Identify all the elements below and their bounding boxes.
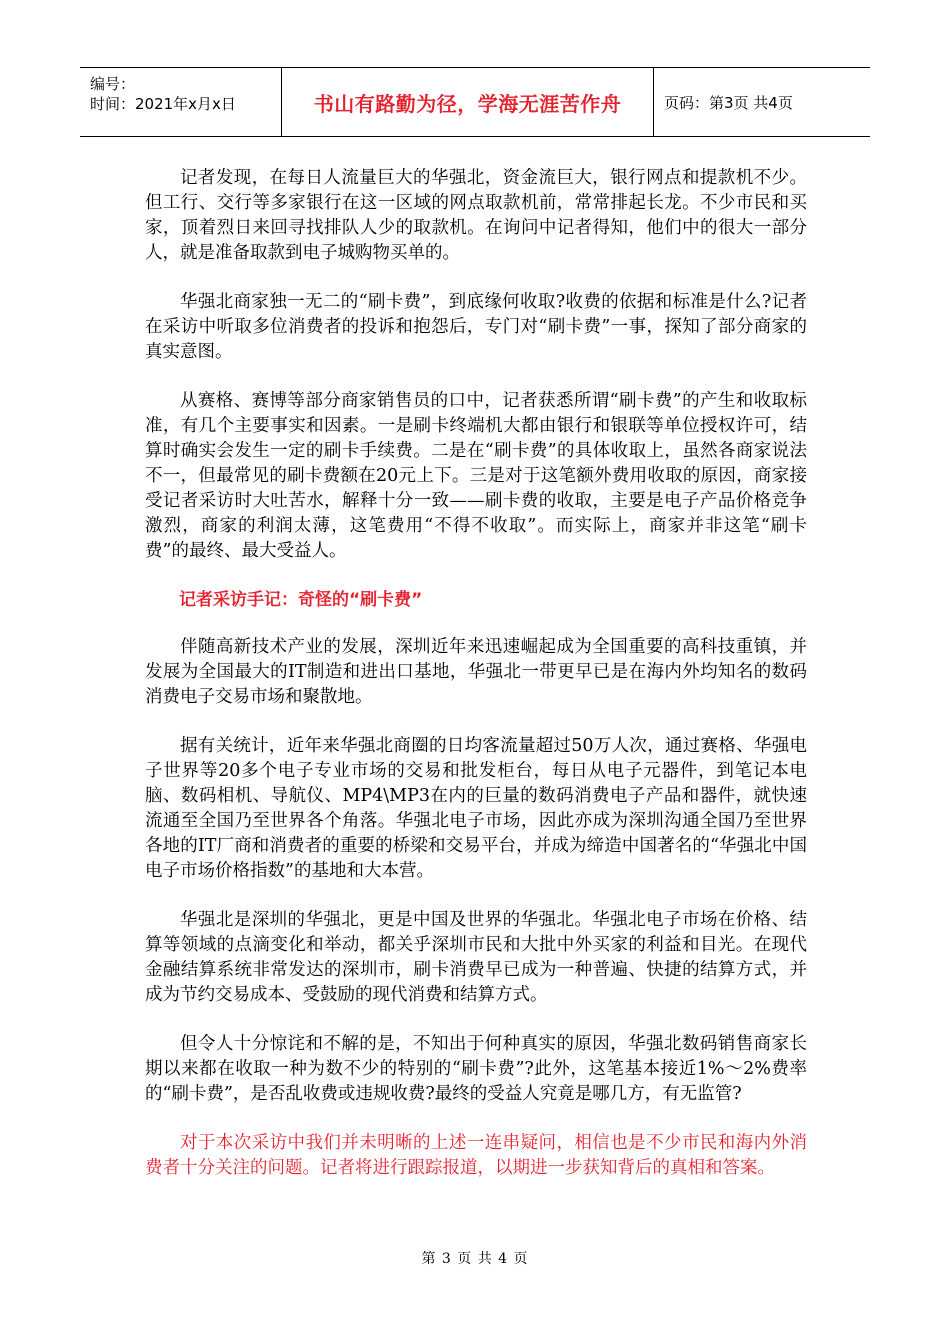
closing-paragraph: 对于本次采访中我们并未明晰的上述一连串疑问，相信也是不少市民和海内外消费者十分关注的问题。记者将进行跟踪报道，以期进一步获知背后的真相和答案。 (145, 1133, 807, 1178)
document-date-label: 时间：2021年x月x日 (90, 95, 236, 113)
paragraph: 但令人十分惊诧和不解的是，不知出于何种真实的原因，华强北数码销售商家长期以来都在收取一种为数不少的特别的“刷卡费”?此外，这笔基本接近1%～2%费率的“刷卡费”，是否乱收费或违规收费?最终的受益人究竟是哪几方，有无监管? (145, 1034, 807, 1104)
section-heading: 记者采访手记：奇怪的“刷卡费” (179, 590, 423, 610)
header-slogan: 书山有路勤为径，学海无涯苦作舟 (282, 68, 654, 136)
paragraph: 伴随高新技术产业的发展，深圳近年来迅速崛起成为全国重要的高科技重镇，并发展为全国最大的IT制造和进出口基地，华强北一带更早已是在海内外均知名的数码消费电子交易市场和聚散地。 (145, 637, 807, 707)
article-body (145, 166, 807, 1205)
paragraph: 据有关统计，近年来华强北商圈的日均客流量超过50万人次，通过赛格、华强电子世界等20多个电子专业市场的交易和批发柜台，每日从电子元器件，到笔记本电脑、数码相机、导航仪、MP4\MP3在内的巨量的数码消费电子产品和器件，就快速流通至全国乃至世界各个角落。华强北电子市场，因此亦成为深圳沟通全国乃至世界各地的IT厂商和消费者的重要的桥梁和交易平台，并成为缔造中国著名的“华强北中国电子市场价格指数”的基地和大本营。 (145, 736, 807, 881)
header-page-number: 页码：第3页 共4页 (664, 93, 793, 112)
paragraph: 记者发现，在每日人流量巨大的华强北，资金流巨大，银行网点和提款机不少。但工行、交行等多家银行在这一区域的网点取款机前，常常排起长龙。不少市民和买家，顶着烈日来回寻找排队人少的取款机。在询问中记者得知，他们中的很大一部分人，就是准备取款到电子城购物买单的。 (145, 168, 807, 263)
page-footer: 第 3 页 共 4 页 (421, 1251, 529, 1267)
page-header (80, 67, 870, 137)
header-meta (80, 68, 282, 136)
paragraph: 华强北商家独一无二的“刷卡费”，到底缘何收取?收费的依据和标准是什么?记者在采访中听取多位消费者的投诉和抱怨后，专门对“刷卡费”一事，探知了部分商家的真实意图。 (145, 292, 807, 362)
paragraph: 从赛格、赛博等部分商家销售员的口中，记者获悉所谓“刷卡费”的产生和收取标准，有几个主要事实和因素。一是刷卡终端机大都由银行和银联等单位授权许可，结算时确实会发生一定的刷卡手续费。二是在“刷卡费”的具体收取上，虽然各商家说法不一，但最常见的刷卡费额在20元上下。三是对于这笔额外费用收取的原因，商家接受记者采访时大吐苦水，解释十分一致——刷卡费的收取，主要是电子产品价格竞争激烈，商家的利润太薄，这笔费用“不得不收取”。而实际上，商家并非这笔“刷卡费”的最终、最大受益人。 (145, 391, 807, 561)
document-number-label: 编号： (90, 75, 136, 93)
paragraph: 华强北是深圳的华强北，更是中国及世界的华强北。华强北电子市场在价格、结算等领域的点滴变化和举动，都关乎深圳市民和大批中外买家的利益和目光。在现代金融结算系统非常发达的深圳市，刷卡消费早已成为一种普遍、快捷的结算方式，并成为节约交易成本、受鼓励的现代消费和结算方式。 (145, 910, 807, 1005)
